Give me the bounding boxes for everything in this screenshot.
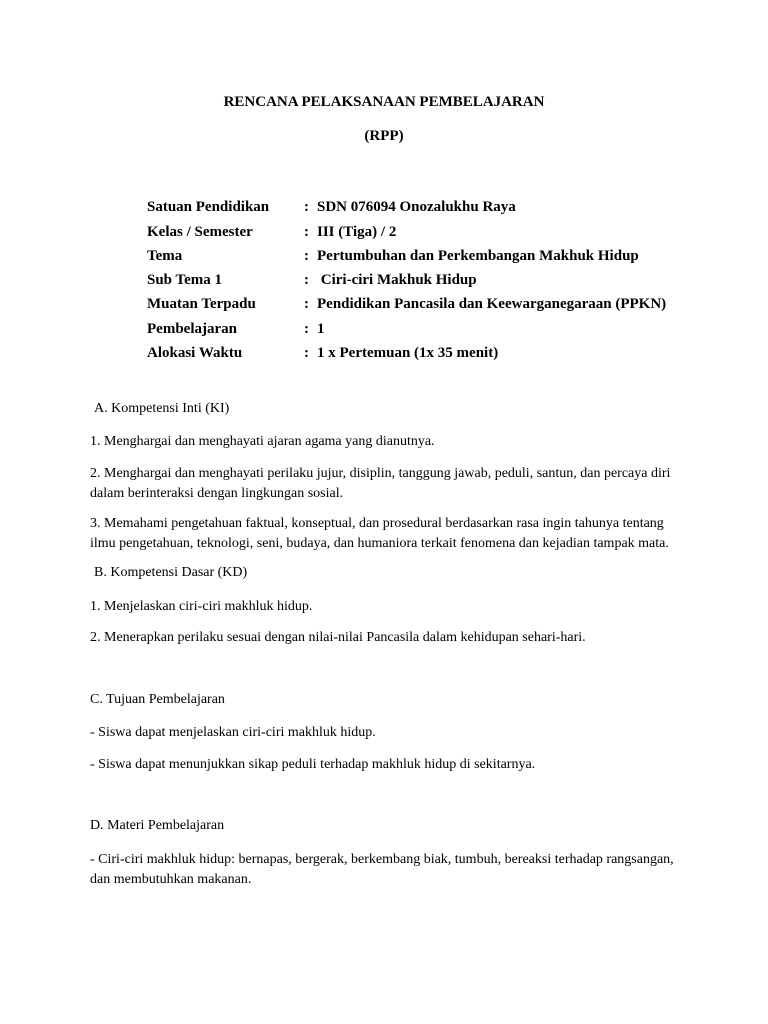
ki-item-1: 1. Menghargai dan menghayati ajaran agama yang dianutnya. (90, 434, 435, 449)
info-label: Sub Tema 1 (147, 272, 223, 288)
info-value: III (Tiga) / 2 (317, 224, 397, 240)
kd-item-1: 1. Menjelaskan ciri-ciri makhluk hidup. (90, 599, 313, 614)
info-value: Pendidikan Pancasila dan Keewarganegaraan (PPKN) (317, 296, 667, 312)
info-colon: : (304, 345, 309, 361)
info-label: Muatan Terpadu (147, 296, 256, 312)
document-subtitle: (RPP) (364, 128, 404, 144)
document-title: RENCANA PELAKSANAAN PEMBELAJARAN (223, 94, 545, 110)
section-heading-kompetensi-inti: A. Kompetensi Inti (KI) (94, 401, 230, 416)
tujuan-item-2: - Siswa dapat menunjukkan sikap peduli terhadap makhluk hidup di sekitarnya. (90, 757, 536, 772)
info-label: Alokasi Waktu (147, 345, 243, 361)
info-colon: : (304, 248, 309, 264)
info-value: Pertumbuhan dan Perkembangan Makhuk Hidup (317, 248, 639, 264)
section-heading-materi-pembelajaran: D. Materi Pembelajaran (90, 818, 225, 833)
ki-item-3: 3. Memahami pengetahuan faktual, konseptual, dan prosedural berdasarkan rasa ingin tahunya tentang ilmu pengetahuan, teknologi, seni, budaya, dan humaniora terkait fenomena dan kejadian tampak mata. (90, 516, 669, 551)
ki-item-2: 2. Menghargai dan menghayati perilaku jujur, disiplin, tanggung jawab, peduli, santun, dan percaya diri dalam berinteraksi dengan lingkungan sosial. (90, 466, 671, 501)
info-colon: : (304, 199, 309, 215)
info-value: Ciri-ciri Makhuk Hidup (317, 272, 477, 288)
info-label: Pembelajaran (147, 321, 237, 337)
info-value: 1 (317, 321, 325, 337)
info-value: SDN 076094 Onozalukhu Raya (317, 199, 516, 215)
section-heading-tujuan-pembelajaran: C. Tujuan Pembelajaran (90, 692, 225, 707)
info-value: 1 x Pertemuan (1x 35 menit) (317, 345, 499, 361)
info-label: Satuan Pendidikan (147, 199, 270, 215)
info-colon: : (304, 224, 309, 240)
section-heading-kompetensi-dasar: B. Kompetensi Dasar (KD) (94, 565, 248, 580)
materi-item-1: - Ciri-ciri makhluk hidup: bernapas, bergerak, berkembang biak, tumbuh, bereaksi terhadap rangsangan, dan membutuhkan makanan. (90, 852, 674, 887)
info-colon: : (304, 321, 309, 337)
kd-item-2: 2. Menerapkan perilaku sesuai dengan nilai-nilai Pancasila dalam kehidupan sehari-hari. (90, 630, 586, 645)
info-colon: : (304, 272, 309, 288)
info-label: Kelas / Semester (147, 224, 253, 240)
info-colon: : (304, 296, 309, 312)
info-label: Tema (147, 248, 183, 264)
tujuan-item-1: - Siswa dapat menjelaskan ciri-ciri makhluk hidup. (90, 725, 376, 740)
